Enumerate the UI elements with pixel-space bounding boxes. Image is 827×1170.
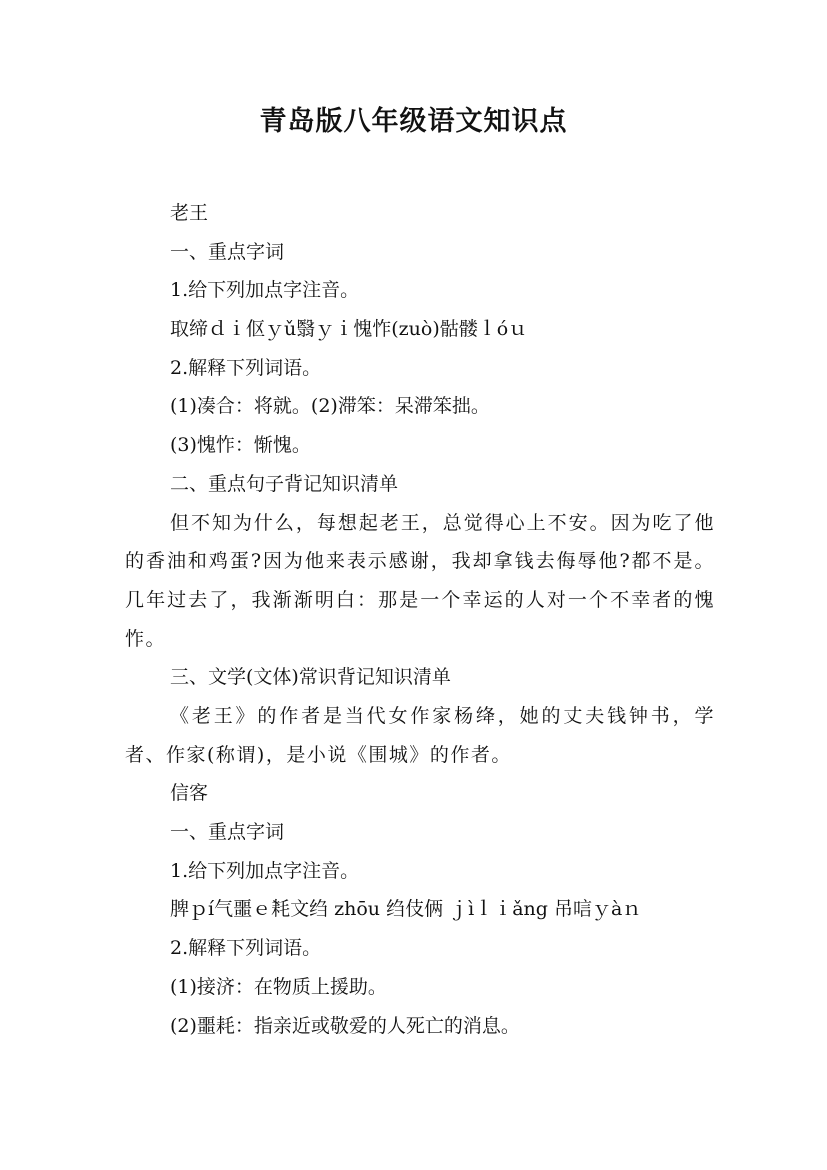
heading-literary-knowledge: 三、文学(文体)常识背记知识清单 (170, 666, 451, 689)
exercise-pronunciation: 1.给下列加点字注音。 (170, 279, 360, 302)
explanation-item: (1)接济：在物质上援助。 (170, 975, 387, 998)
exercise-pronunciation: 1.给下列加点字注音。 (170, 859, 360, 882)
section-title-xinke: 信客 (170, 782, 209, 805)
document-title: 青岛版八年级语文知识点 (259, 106, 568, 137)
heading-key-words: 一、重点字词 (170, 821, 285, 844)
document-body (125, 194, 715, 1045)
explanation-item: (2)噩耗：指亲近或敬爱的人死亡的消息。 (170, 1014, 520, 1037)
exercise-explain: 2.解释下列词语。 (170, 937, 322, 960)
exercise-explain: 2.解释下列词语。 (170, 356, 322, 379)
paragraph-author-info: 《老王》的作者是当代女作家杨绛，她的丈夫钱钟书，学者、作家(称谓)，是小说《围城》的作者。 (125, 705, 715, 766)
explanation-item: (1)凑合：将就。(2)滞笨：呆滞笨拙。 (170, 395, 490, 418)
heading-key-words: 一、重点字词 (170, 240, 285, 263)
explanation-item: (3)愧怍：惭愧。 (170, 434, 311, 457)
pronunciation-list: 取缔ｄｉ伛ｙǔ翳ｙｉ愧怍(zuò)骷髅ｌóｕ (170, 318, 528, 341)
paragraph-key-sentence: 但不知为什么，每想起老王，总觉得心上不安。因为吃了他的香油和鸡蛋?因为他来表示感谢，我却拿钱去侮辱他?都不是。几年过去了，我渐渐明白：那是一个幸运的人对一个不幸者的愧怍。 (125, 511, 715, 650)
heading-key-sentences: 二、重点句子背记知识清单 (170, 472, 399, 495)
section-title-laowang: 老王 (170, 202, 209, 224)
pronunciation-list: 脾ｐí气噩ｅ̀耗文绉 zhōu 绉伎俩 ｊìｌｉǎng 吊唁ｙàｎ (170, 898, 642, 921)
